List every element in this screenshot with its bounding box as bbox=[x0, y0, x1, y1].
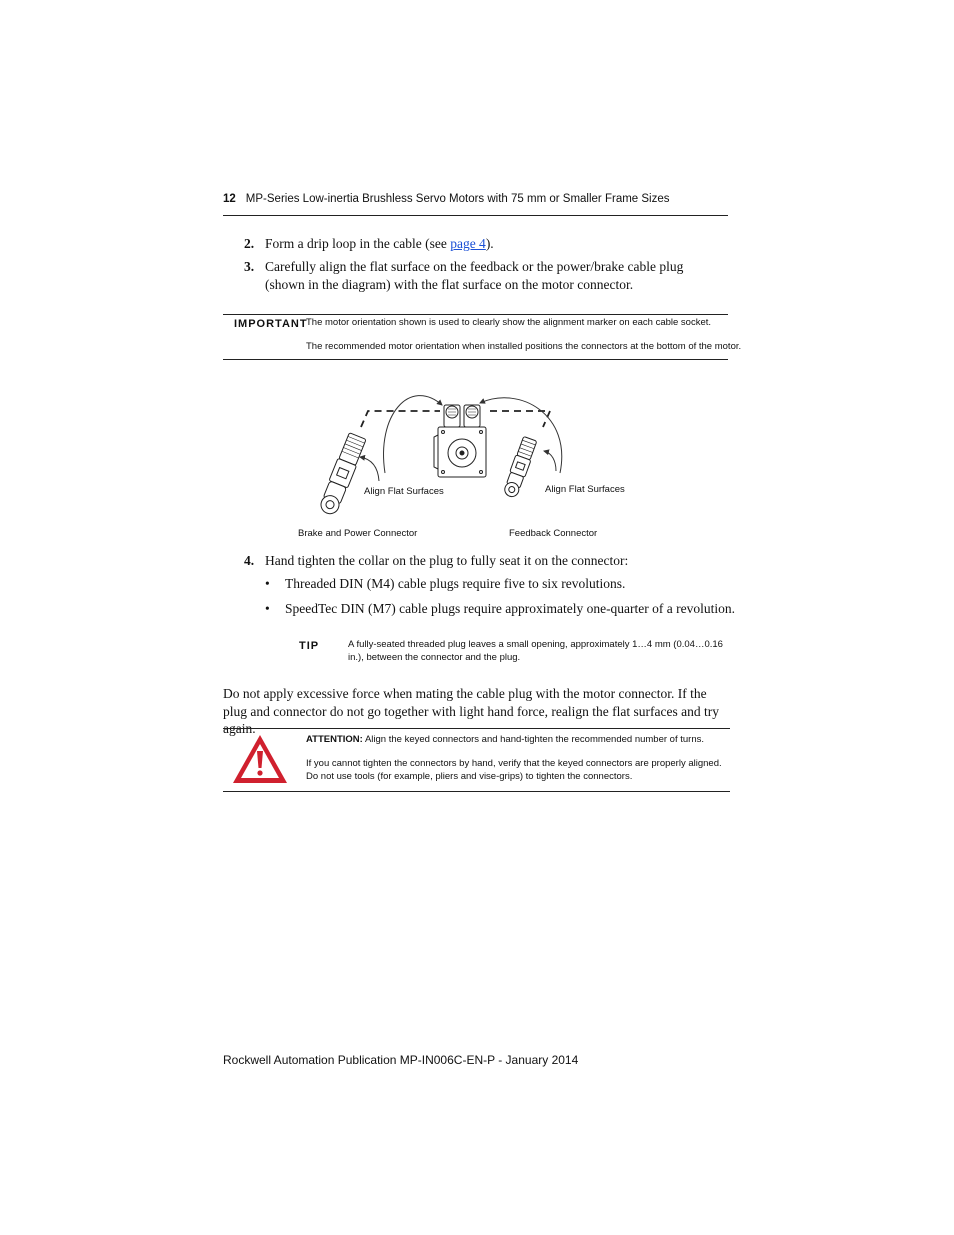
feedback-connector-label: Feedback Connector bbox=[509, 528, 598, 539]
brake-power-connector-icon bbox=[317, 432, 367, 516]
attention-label: ATTENTION: bbox=[306, 734, 363, 745]
important-line-2: The recommended motor orientation when installed positions the connectors at the bottom of the motor. bbox=[306, 341, 742, 352]
attention-line-1 bbox=[306, 734, 704, 745]
attention-line-2: If you cannot tighten the connectors by hand, verify that the keyed connectors are properly aligned. Do not use tools (for example, pliers and vise-grips) to tighten the connectors. bbox=[306, 758, 722, 782]
step-text: Hand tighten the collar on the plug to fully seat it on the connector: bbox=[265, 553, 629, 568]
align-flat-surfaces-label-right: Align Flat Surfaces bbox=[545, 484, 625, 495]
step-number: 4. bbox=[244, 553, 255, 568]
feedback-connector-icon bbox=[502, 436, 538, 499]
step-number: 2. bbox=[244, 236, 255, 251]
footer-publication: Rockwell Automation Publication MP-IN006C-EN-P - January 2014 bbox=[223, 1053, 579, 1067]
brake-power-connector-label: Brake and Power Connector bbox=[298, 528, 418, 539]
step-2 bbox=[244, 235, 726, 253]
motor-icon bbox=[434, 405, 486, 477]
bullet-text: Threaded DIN (M4) cable plugs require five to six revolutions. bbox=[285, 576, 626, 591]
tip-label: TIP bbox=[299, 640, 320, 652]
bullet-dot: • bbox=[265, 576, 270, 591]
important-line-1: The motor orientation shown is used to clearly show the alignment marker on each cable socket. bbox=[306, 317, 712, 328]
tip-text: A fully-seated threaded plug leaves a small opening, approximately 1…4 mm (0.04…0.16 in.), between the connector and the plug. bbox=[348, 639, 723, 663]
step-text: Form a drip loop in the cable (see page 4). bbox=[265, 236, 494, 251]
step-number: 3. bbox=[244, 259, 255, 274]
header-rule bbox=[223, 215, 728, 216]
body-paragraph: Do not apply excessive force when mating the cable plug with the motor connector. If the plug and connector do not go together with light hand force, realign the flat surfaces and try again. bbox=[223, 686, 719, 736]
bullet-text: SpeedTec DIN (M7) cable plugs require approximately one-quarter of a revolution. bbox=[285, 601, 736, 616]
connector-alignment-diagram bbox=[290, 385, 630, 545]
running-header bbox=[223, 193, 728, 205]
attention-text-1: Align the keyed connectors and hand-tighten the recommended number of turns. bbox=[364, 734, 704, 745]
step-3 bbox=[244, 258, 726, 294]
page-number: 12 bbox=[223, 193, 236, 205]
align-flat-surfaces-label-left: Align Flat Surfaces bbox=[364, 486, 444, 497]
step-text: Carefully align the flat surface on the feedback or the power/brake cable plug (shown in the diagram) with the flat surface on the motor connector. bbox=[265, 259, 684, 292]
header-title: MP-Series Low-inertia Brushless Servo Motors with 75 mm or Smaller Frame Sizes bbox=[245, 193, 670, 205]
page-4-link[interactable]: page 4 bbox=[450, 236, 486, 251]
important-label: IMPORTANT bbox=[234, 318, 308, 330]
step-4 bbox=[244, 552, 726, 570]
warning-triangle-icon bbox=[231, 733, 289, 785]
bullet-dot: • bbox=[265, 601, 270, 616]
